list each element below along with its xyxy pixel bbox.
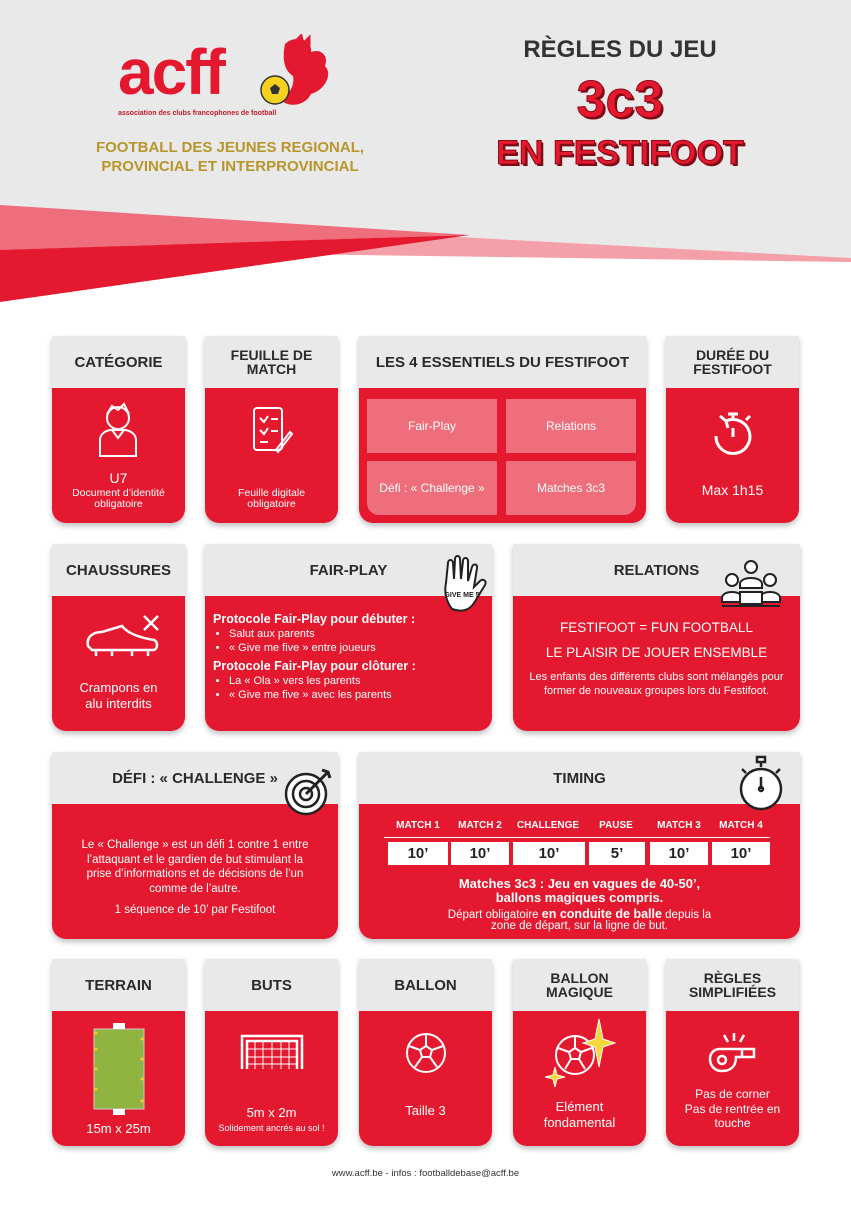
magique-line2: fondamental: [543, 1115, 616, 1130]
timing-line3-bold: en conduite de balle: [541, 907, 662, 921]
card-4-essentiels: [359, 336, 646, 523]
relations-text: Les enfants des différents clubs sont mélangés pour former de nouveaux groupes lors du Festifoot.: [529, 671, 784, 697]
magique-line1: Elément: [555, 1099, 604, 1114]
essentiel-defi: Défi : « Challenge »: [367, 461, 497, 515]
stopwatch-icon: [736, 755, 786, 813]
title-line1: FEUILLE DE: [230, 347, 313, 363]
card-title: DÉFI : « CHALLENGE »: [52, 752, 338, 804]
list-item: • « Give me five » avec les parents: [229, 688, 484, 702]
card-title: [666, 959, 799, 1011]
timing-line3-post: depuis la: [661, 909, 712, 921]
card-title: CATÉGORIE: [52, 336, 185, 388]
card-buts: [205, 959, 338, 1146]
essentiel-relations: Relations: [506, 399, 636, 453]
card-title: FAIR-PLAY: [205, 544, 492, 596]
stopwatch-icon: [708, 410, 758, 460]
card-title: BALLON: [359, 959, 492, 1011]
timing-col-label: MATCH 4: [719, 820, 763, 831]
goal-icon: [239, 1033, 305, 1071]
footer-contact: www.acff.be - infos : footballdebase@acff.be: [331, 1168, 520, 1179]
essentiel-matches: Matches 3c3: [506, 461, 636, 515]
regles-line: Pas de rentrée en: [684, 1101, 781, 1116]
tagline: [60, 138, 400, 176]
timing-col-value: 10’: [650, 842, 708, 865]
title-top: RÈGLES DU JEU: [523, 36, 717, 63]
timing-col-label: MATCH 1: [396, 820, 440, 831]
buts-note: Solidement ancrés au sol !: [218, 1123, 325, 1133]
timing-col-value: 10’: [513, 842, 585, 865]
timing-col-value: 10’: [388, 842, 448, 865]
title-line2: MATCH: [246, 361, 297, 377]
give-me-five-label: GIVE ME 5: [444, 592, 480, 599]
list-item: • Salut aux parents: [229, 627, 484, 641]
timing-header-line: [384, 837, 770, 838]
ballon-value: Taille 3: [405, 1103, 446, 1118]
title-line1: BALLON: [550, 970, 609, 986]
card-categorie: [52, 336, 185, 523]
title-line1: DURÉE DU: [695, 347, 770, 363]
football-icon: [404, 1031, 448, 1075]
essentiel-fair-play: Fair-Play: [367, 399, 497, 453]
fair-play-protocol: [213, 612, 484, 702]
card-ballon: [359, 959, 492, 1146]
card-title: TIMING: [359, 752, 800, 804]
title-3c3: 3c3: [576, 71, 664, 129]
timing-col-value: 10’: [712, 842, 770, 865]
timing-line2: ballons magiques compris.: [495, 890, 664, 905]
football-boot-icon: [82, 612, 166, 662]
timing-line3: [359, 907, 800, 921]
timing-col-value: 5’: [589, 842, 645, 865]
card-title: RELATIONS: [513, 544, 800, 596]
buts-value: 5m x 2m: [246, 1105, 297, 1120]
title-line2: FESTIFOOT: [693, 361, 772, 377]
defi-note: 1 séquence de 10’ par Festifoot: [114, 904, 276, 916]
logo-subtitle: association des clubs francophones de football: [118, 110, 277, 117]
card-title: [666, 336, 799, 388]
title-line2: SIMPLIFIÉES: [688, 984, 777, 1000]
timing-col-label: MATCH 3: [657, 820, 701, 831]
target-icon: [282, 764, 336, 818]
pitch-icon: [92, 1019, 146, 1119]
tagline-line1: FOOTBALL DES JEUNES REGIONAL,: [95, 139, 365, 156]
categorie-note: Document d’identité obligatoire: [72, 487, 165, 510]
card-title: [513, 959, 646, 1011]
card-regles-simplifiees: [666, 959, 799, 1146]
card-duree: [666, 336, 799, 523]
defi-text: Le « Challenge » est un défi 1 contre 1 entre l’attaquant et le gardien de but stimulant la prise d’informations et de décisions de l’un comme de l’autre.: [81, 839, 309, 895]
regles-line: touche: [714, 1116, 751, 1130]
start-heading: Protocole Fair-Play pour débuter :: [213, 612, 416, 626]
categorie-value: U7: [109, 470, 128, 486]
chaussures-note: [56, 680, 181, 712]
magic-ball-icon: [545, 1017, 617, 1089]
whistle-icon: [706, 1029, 760, 1075]
end-heading: Protocole Fair-Play pour clôturer :: [213, 659, 416, 673]
regles-text: [670, 1087, 795, 1131]
timing-col-label: CHALLENGE: [516, 820, 580, 831]
timing-line1: Matches 3c3 : Jeu en vagues de 40-50’,: [458, 876, 701, 891]
relations-line1: FESTIFOOT = FUN FOOTBALL: [560, 620, 753, 635]
title-festifoot: EN FESTIFOOT: [496, 134, 744, 172]
clipboard-icon: [250, 404, 294, 456]
duree-value: Max 1h15: [701, 482, 764, 498]
magique-text: [517, 1099, 642, 1131]
rooster-icon: [255, 34, 335, 114]
list-item: • La « Ola » vers les parents: [229, 674, 484, 688]
relations-line2: LE PLAISIR DE JOUER ENSEMBLE: [545, 645, 768, 660]
terrain-value: 15m x 25m: [86, 1121, 151, 1136]
card-title: LES 4 ESSENTIELS DU FESTIFOOT: [359, 336, 646, 388]
card-feuille-de-match: [205, 336, 338, 523]
timing-col-label: PAUSE: [599, 820, 633, 831]
title-line2: MAGIQUE: [546, 984, 613, 1000]
card-terrain: [52, 959, 185, 1146]
give-me-five-hand-icon: [440, 553, 490, 615]
tagline-line2: PROVINCIAL ET INTERPROVINCIAL: [101, 158, 359, 175]
feuille-note: Feuille digitale obligatoire: [237, 487, 306, 510]
card-title: CHAUSSURES: [52, 544, 185, 596]
note-line2: alu interdits: [85, 696, 152, 711]
card-title: [205, 336, 338, 388]
timing-col-value: 10’: [451, 842, 509, 865]
timing-col-label: MATCH 2: [458, 820, 502, 831]
card-title: BUTS: [205, 959, 338, 1011]
child-icon: [96, 400, 140, 458]
card-ballon-magique: [513, 959, 646, 1146]
title-line1: RÈGLES: [703, 970, 762, 986]
timing-line3-pre: Départ obligatoire: [447, 909, 542, 921]
card-title: TERRAIN: [52, 959, 185, 1011]
card-chaussures: [52, 544, 185, 731]
regles-line: Pas de corner: [695, 1087, 770, 1101]
group-of-children-icon: [720, 558, 782, 610]
acff-logo: acff: [118, 36, 224, 108]
note-line1: Crampons en: [79, 680, 158, 695]
list-item: • « Give me five » entre joueurs: [229, 641, 484, 655]
timing-line4: zone de départ, sur la ligne de but.: [490, 920, 669, 932]
